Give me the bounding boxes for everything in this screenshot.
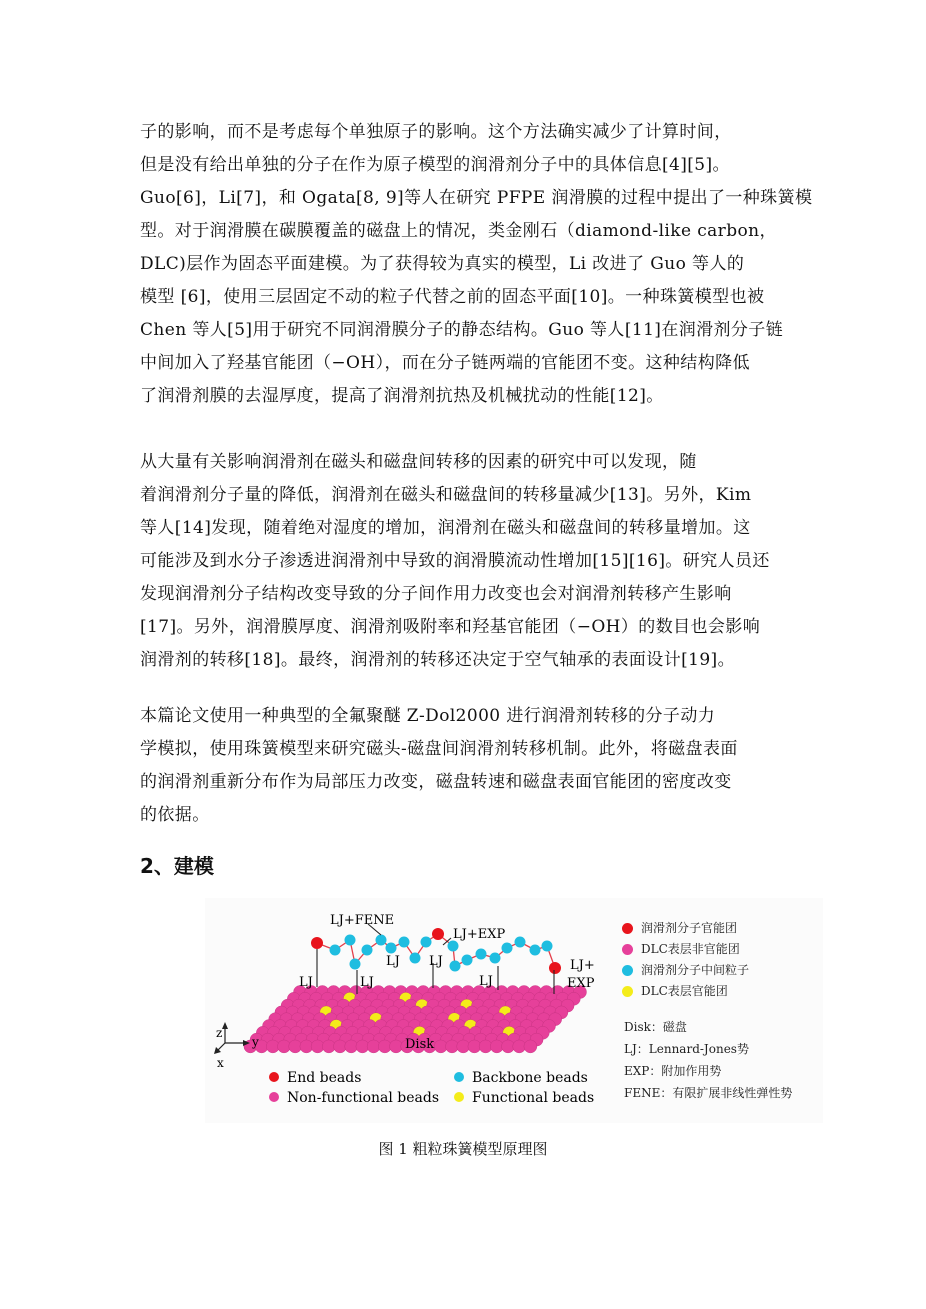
bead-spring-svg <box>205 898 605 1123</box>
label-lj-fene: LJ+FENE <box>330 913 395 928</box>
bead-spring-diagram <box>205 898 605 1123</box>
axis-x-label: x <box>217 1056 224 1070</box>
text-line: 的依据。 <box>140 805 210 825</box>
axis-y-label: y <box>252 1035 259 1049</box>
legend-functional-swatch <box>454 1092 464 1102</box>
figure-1 <box>205 898 823 1123</box>
text-line: 中间加入了羟基官能团（−OH），而在分子链两端的官能团不变。这种结构降低 <box>140 353 750 373</box>
figure-caption: 图 1 粗粒珠簧模型原理图 <box>378 1140 548 1158</box>
side-legend-item <box>610 981 825 1002</box>
side-legend-label: DLC表层官能团 <box>641 984 728 998</box>
non-functional-bead <box>524 1040 537 1053</box>
backbone-bead <box>376 935 387 946</box>
backbone-bead <box>530 945 541 956</box>
text-line: 型。对于润滑膜在碳膜覆盖的磁盘上的情况，类金刚石（diamond-like carbon， <box>140 221 777 241</box>
text-line: 等人[14]发现，随着绝对湿度的增加，润滑剂在磁头和磁盘间的转移量增加。这 <box>140 518 751 538</box>
legend-backbone-swatch <box>454 1072 464 1082</box>
backbone-bead <box>345 935 356 946</box>
backbone-bead <box>476 949 487 960</box>
side-legend-note: Disk：磁盘 <box>624 1020 687 1034</box>
text-line: 从大量有关影响润滑剂在磁头和磁盘间转移的因素的研究中可以发现，随 <box>140 452 697 472</box>
label-lj-mid3: LJ <box>429 954 443 969</box>
side-legend <box>610 918 825 1104</box>
text-line: 的润滑剂重新分布作为局部压力改变，磁盘转速和磁盘表面官能团的密度改变 <box>140 772 732 792</box>
backbone-bead <box>421 937 432 948</box>
label-disk: Disk <box>405 1037 435 1052</box>
text-line: 着润滑剂分子量的降低，润滑剂在磁头和磁盘间的转移量减少[13]。另外，Kim <box>140 485 752 505</box>
label-lj-right-bottom: EXP <box>567 976 595 991</box>
end-bead <box>549 962 561 974</box>
label-lj-mid1: LJ <box>360 975 374 990</box>
text-line: Chen 等人[5]用于研究不同润滑膜分子的静态结构。Guo 等人[11]在润滑剂分子链 <box>140 320 784 340</box>
side-legend-note: FENE：有限扩展非线性弹性势 <box>624 1086 793 1100</box>
red-dot-icon <box>622 923 633 934</box>
label-lj-mid4: LJ <box>479 974 493 989</box>
label-lj-left: LJ <box>299 975 313 990</box>
side-legend-label: DLC表层非官能团 <box>641 942 740 956</box>
backbone-bead <box>462 955 473 966</box>
legend-nonfunctional-beads: Non-functional beads <box>287 1090 440 1106</box>
side-legend-note: LJ：Lennard-Jones势 <box>624 1042 749 1056</box>
label-lj-exp-top: LJ+EXP <box>453 927 506 942</box>
backbone-bead <box>330 945 341 956</box>
side-legend-item <box>610 960 825 981</box>
backbone-bead <box>515 937 526 948</box>
text-line: 发现润滑剂分子结构改变导致的分子间作用力改变也会对润滑剂转移产生影响 <box>140 584 732 604</box>
backbone-bead <box>410 953 421 964</box>
end-bead <box>311 937 323 949</box>
text-line: Guo[6]，Li[7]，和 Ogata[8, 9]等人在研究 PFPE 润滑膜的过程中提出了一种珠簧模 <box>140 188 813 208</box>
axis-z-arrowhead <box>222 1022 228 1029</box>
paragraph-2 <box>140 446 790 677</box>
legend-end-bead-swatch <box>269 1072 279 1082</box>
side-legend-item <box>610 939 825 960</box>
text-line: DLC)层作为固态平面建模。为了获得较为真实的模型，Li 改进了 Guo 等人的 <box>140 254 745 274</box>
side-legend-note: EXP：附加作用势 <box>624 1064 722 1078</box>
legend-backbone-beads: Backbone beads <box>472 1070 588 1086</box>
yellow-dot-icon <box>622 986 633 997</box>
legend-end-beads: End beads <box>287 1070 362 1086</box>
backbone-bead <box>490 953 501 964</box>
text-line: 本篇论文使用一种典型的全氟聚醚 Z-Dol2000 进行润滑剂转移的分子动力 <box>140 706 716 726</box>
axis-z-label: z <box>216 1026 223 1040</box>
label-lj-right-top: LJ+ <box>570 958 595 973</box>
end-bead <box>432 928 444 940</box>
side-legend-label: 润滑剂分子中间粒子 <box>641 963 750 977</box>
backbone-bead <box>502 943 513 954</box>
backbone-bead <box>362 945 373 956</box>
text-line: 子的影响，而不是考虑每个单独原子的影响。这个方法确实减少了计算时间， <box>140 122 732 142</box>
legend-nonfunctional-swatch <box>269 1092 279 1102</box>
paragraph-1 <box>140 116 813 413</box>
text-line: 润滑剂的转移[18]。最终，润滑剂的转移还决定于空气轴承的表面设计[19]。 <box>140 650 735 670</box>
text-line: 但是没有给出单独的分子在作为原子模型的润滑剂分子中的具体信息[4][5]。 <box>140 155 730 175</box>
text-line: 学模拟，使用珠簧模型来研究磁头-磁盘间润滑剂转移机制。此外，将磁盘表面 <box>140 739 738 759</box>
label-lj-mid2: LJ <box>386 954 400 969</box>
side-legend-item <box>610 918 825 939</box>
backbone-bead <box>448 941 459 952</box>
text-line: [17]。另外，润滑膜厚度、润滑剂吸附率和羟基官能团（−OH）的数目也会影响 <box>140 617 761 637</box>
backbone-bead <box>399 937 410 948</box>
backbone-bead <box>386 943 397 954</box>
pink-dot-icon <box>622 944 633 955</box>
text-line: 了润滑剂膜的去湿厚度，提高了润滑剂抗热及机械扰动的性能[12]。 <box>140 386 664 406</box>
text-line: 模型 [6]，使用三层固定不动的粒子代替之前的固态平面[10]。一种珠簧模型也被 <box>140 287 765 307</box>
cyan-dot-icon <box>622 965 633 976</box>
backbone-bead <box>450 961 461 972</box>
side-legend-label: 润滑剂分子官能团 <box>641 921 738 935</box>
paragraph-3 <box>140 700 790 832</box>
section-heading: 2、建模 <box>140 854 214 878</box>
backbone-bead <box>350 959 361 970</box>
text-line: 可能涉及到水分子渗透进润滑剂中导致的润滑膜流动性增加[15][16]。研究人员还 <box>140 551 770 571</box>
backbone-bead <box>542 941 553 952</box>
legend-functional-beads: Functional beads <box>472 1090 595 1106</box>
